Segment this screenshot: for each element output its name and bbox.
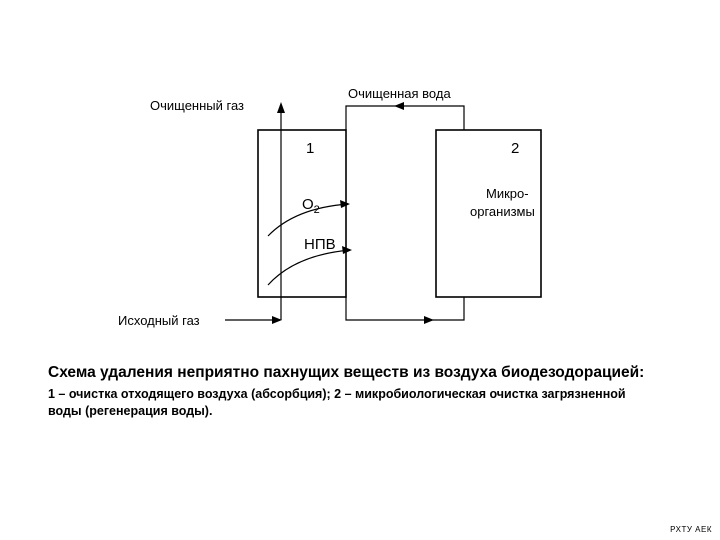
oxygen-arrow-icon: [340, 200, 350, 208]
purified-gas-arrow-icon: [277, 102, 285, 113]
purified-water-label: Очищенная вода: [348, 86, 451, 101]
regeneration-water-line: [346, 297, 464, 320]
microorganisms-label-line2: организмы: [470, 204, 535, 219]
oxygen-subscript: 2: [313, 204, 320, 216]
caption-title: Схема удаления неприятно пахнущих веществ из воздуха биодезодорацией:: [48, 364, 645, 381]
purified-water-arrow-icon: [394, 102, 404, 110]
source-gas-label: Исходный газ: [118, 313, 200, 328]
column-1-number: 1: [306, 140, 315, 157]
npv-label: НПВ: [304, 236, 336, 253]
caption-body: 1 – очистка отходящего воздуха (абсорбция); 2 – микробиологическая очистка загрязненной воды (регенерация воды).: [48, 387, 626, 418]
purified-water-line: [346, 106, 464, 130]
npv-arrow-icon: [342, 246, 352, 254]
microorganisms-label-line1: Микро-: [486, 186, 529, 201]
purified-gas-label: Очищенный газ: [150, 98, 245, 113]
column-2-number: 2: [511, 140, 520, 157]
regeneration-water-arrow-icon: [424, 316, 434, 324]
oxygen-label: [302, 196, 320, 216]
oxygen-symbol: O: [302, 196, 314, 213]
footer-text: РХТУ АЕК: [670, 525, 712, 534]
npv-flow-curve: [268, 250, 350, 285]
